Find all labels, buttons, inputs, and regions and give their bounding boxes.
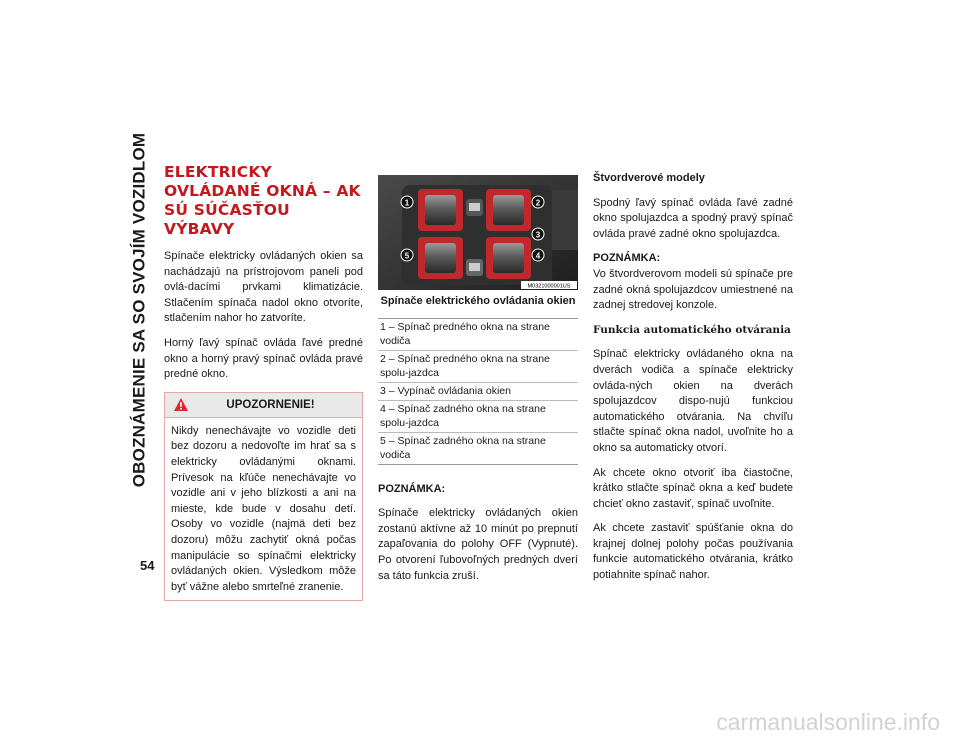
subheading: Štvordverové modely — [593, 172, 705, 184]
legend-item: 4 – Spínač zadného okna na strane spolu-jazdca — [378, 400, 578, 432]
callout-legend — [378, 318, 578, 465]
svg-text:5: 5 — [404, 251, 410, 261]
note-text: Spínače elektricky ovládaných okien zostanú aktívne až 10 minút po prepnutí zapaľovania do polohy OFF (Vypnuté). Po otvorení ľubovoľných predných dverí sa táto funkcia zruší. — [378, 507, 578, 582]
warning-box — [164, 392, 363, 602]
note-title: POZNÁMKA: — [593, 252, 661, 265]
side-chapter-title — [119, 130, 159, 490]
note-text: Vo štvordverovom modeli sú spínače pre zadné okná spolujazdcov umiestnené na zadnej stredovej konzole. — [593, 267, 793, 312]
subheading: Funkcia automatického otvárania — [593, 323, 791, 336]
window-switches-illustration — [378, 175, 578, 290]
svg-text:1: 1 — [404, 198, 410, 208]
legend-item: 5 – Spínač zadného okna na strane vodiča — [378, 432, 578, 464]
column-2 — [378, 175, 578, 593]
legend-item: 2 – Spínač predného okna na strane spolu-jazdca — [378, 350, 578, 382]
paragraph: Spínače elektricky ovládaných okien sa nachádzajú na prístrojovom paneli pod ovlá-dacími prvkami klimatizácie. Stlačením spínača nadol okno otvoríte, stlačením nahor ho zatvoríte. — [164, 250, 363, 325]
paragraph: Horný ľavý spínač ovláda ľavé predné okno a horný pravý spínač ovláda pravé predné okno. — [164, 336, 363, 381]
page-number: 54 — [140, 558, 155, 573]
side-chapter-title-text: OBOZNÁMENIE SA SO SVOJÍM VOZIDLOM — [129, 132, 148, 488]
svg-text:2: 2 — [535, 198, 541, 208]
window-switches-image — [378, 175, 578, 290]
note-title: POZNÁMKA: — [378, 482, 446, 495]
watermark: carmanualsonline.info — [716, 709, 940, 735]
warning-body — [165, 418, 362, 601]
paragraph: Ak chcete zastaviť spúšťanie okna do krajnej dolnej polohy počas používania funkcie automatického otvárania, krátko potiahnite spínač nahor. — [593, 522, 793, 582]
paragraph: Ak chcete okno otvoriť iba čiastočne, krátko stlačte spínač okna a keď budete chcieť okno zastaviť, spínač uvoľnite. — [593, 466, 793, 510]
section-heading: ELEKTRICKY OVLÁDANÉ OKNÁ – AK SÚ SÚČASŤOU VÝBAVY — [164, 163, 361, 238]
svg-text:4: 4 — [535, 251, 541, 261]
warning-title: UPOZORNENIE! — [226, 398, 315, 411]
figure-code: M0321000001US — [527, 283, 571, 290]
warning-header — [165, 393, 362, 418]
warning-text: Nikdy nenechávajte vo vozidle deti bez dozoru a nedovoľte im hrať sa s elektricky ovládanými oknami. Prívesok na kľúče nenechávajte vo vozidle ani v jeho blízkosti a ani na mieste, kde bude v dosahu detí. Osoby vo vozidle (najmä deti bez dozoru) môžu zachytiť okná počas manipulácie so spínačmi elektricky ovládaných okien. Výsledkom môže byť vážne alebo smrteľné zranenie. — [171, 424, 356, 593]
warning-triangle-icon — [173, 397, 189, 412]
column-1 — [164, 163, 363, 601]
legend-item: 1 – Spínač predného okna na strane vodiča — [380, 320, 550, 347]
column-3 — [593, 171, 793, 593]
paragraph: Spínač elektricky ovládaného okna na dverách vodiča a spínače elektricky ovláda-ných okien na dverách spolujazdcov dispo-nujú funkciou automatického otvárania. Na chvíľu stlačte spínač okna nadol, uvoľnite ho a okno sa automaticky otvorí. — [593, 348, 793, 454]
figure-caption: Spínače elektrického ovládania okien — [380, 295, 576, 307]
legend-item: 3 – Vypínač ovládania okien — [378, 382, 578, 400]
paragraph: Spodný ľavý spínač ovláda ľavé zadné okno spolujazdca a spodný pravý spínač ovláda pravé zadné okno spolujazdca. — [593, 196, 793, 240]
svg-text:3: 3 — [535, 230, 541, 240]
